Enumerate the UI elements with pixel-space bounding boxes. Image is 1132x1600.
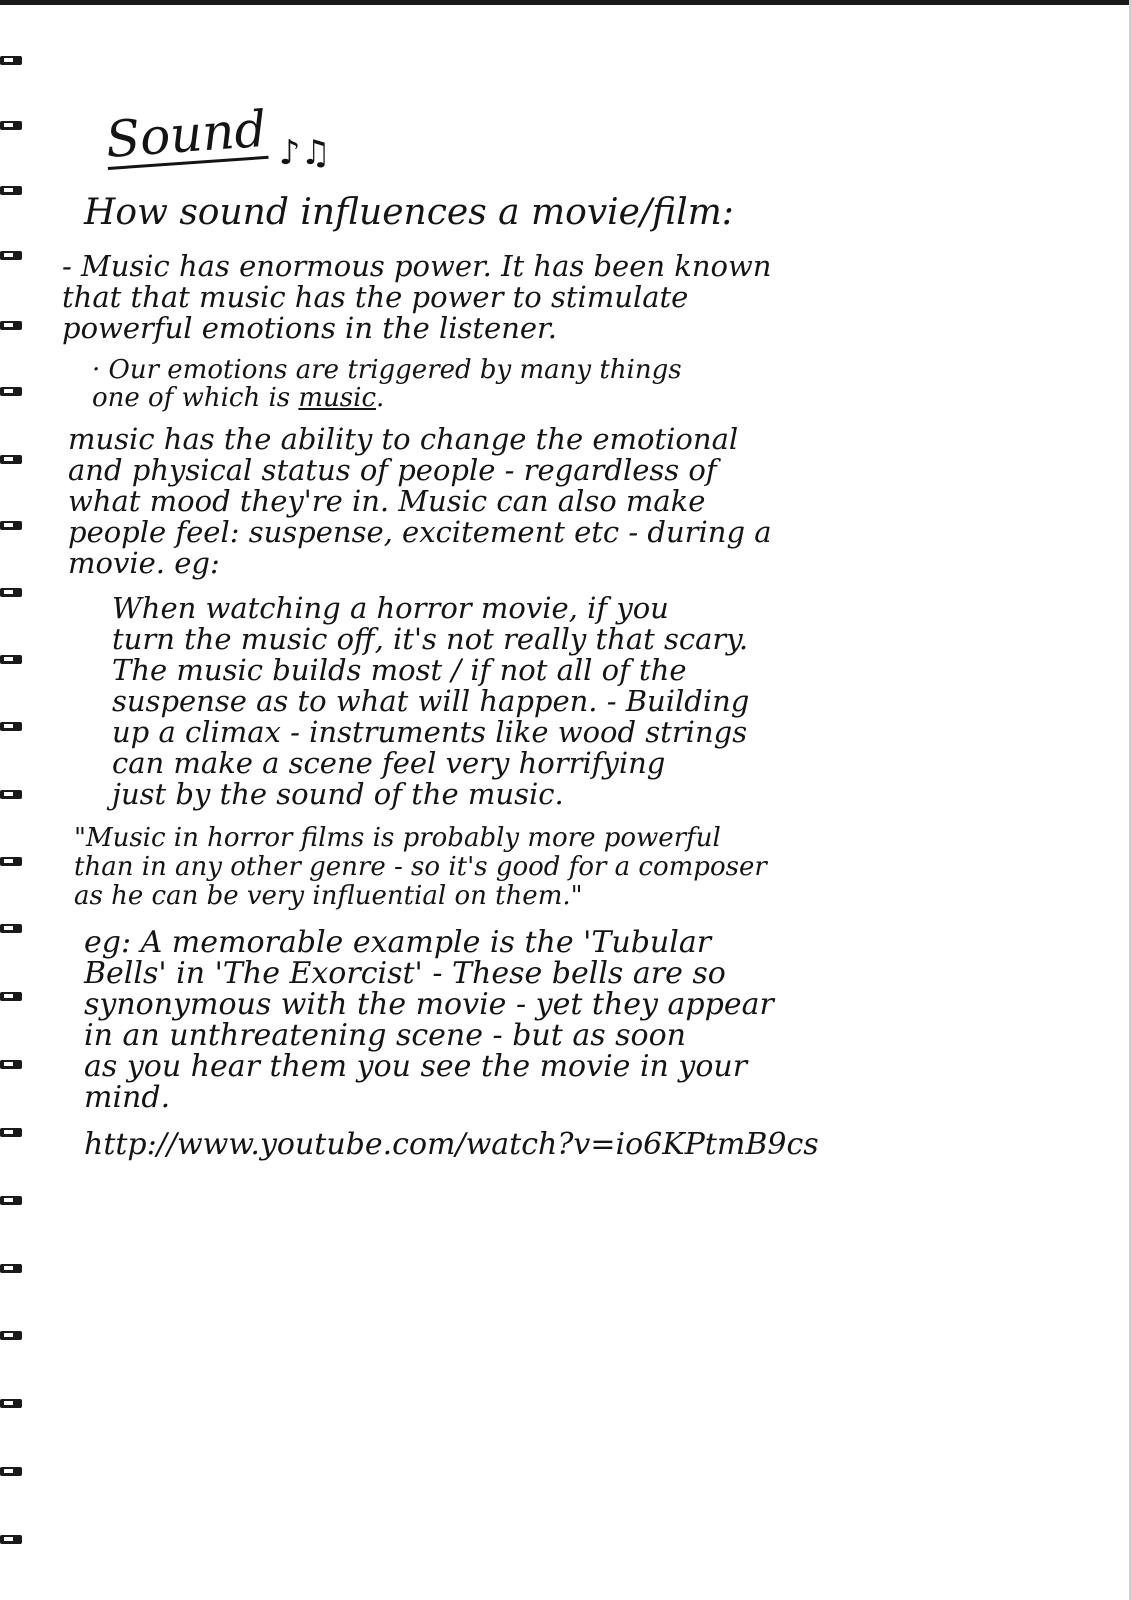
paragraph-music-power: - Music has enormous power. It has been known that that music has the power to stimulate powerful emotions in the listener. [62, 249, 772, 346]
bullet-emphasis: music [298, 383, 377, 414]
bullet-end: . [376, 383, 385, 414]
paragraph-emotional-status: music has the ability to change the emotional and physical status of people - regardless of what mood they're in. Music can also make people feel: suspense, excitement etc - during a movie. eg: [68, 422, 772, 581]
handwritten-notes [62, 92, 1062, 1162]
bullet-text: · Our emotions are triggered by many things one of which is [92, 355, 682, 414]
title-row [103, 92, 1062, 173]
quote-horror-films: "Music in horror films is probably more powerful than in any other genre - so it's good for a composer as he can be very influential on them." [74, 823, 767, 912]
spiral-binding [0, 0, 40, 1600]
music-notes-icon: ♪♫ [278, 133, 331, 173]
page-top-edge [0, 0, 1132, 5]
youtube-link[interactable]: http://www.youtube.com/watch?v=io6KPtmB9cs [84, 1127, 819, 1163]
example-horror-movie: When watching a horror movie, if you turn the music off, it's not really that scary. The music builds most / if not all of the suspense as to what will happen. - Building up a climax - instruments like wood strings can make a scene feel very horrifying just by the sound of the music. [112, 591, 750, 812]
example-tubular-bells: eg: A memorable example is the 'Tubular Bells' in 'The Exorcist' - These bells are so synonymous with the movie - yet they appear in an unthreatening scene - but as soon as you hear them you see the movie in your mind. [84, 925, 774, 1116]
page-subtitle: How sound influences a movie/film: [84, 192, 734, 233]
page-title: Sound [103, 99, 269, 170]
bullet-emotions [92, 356, 1062, 412]
